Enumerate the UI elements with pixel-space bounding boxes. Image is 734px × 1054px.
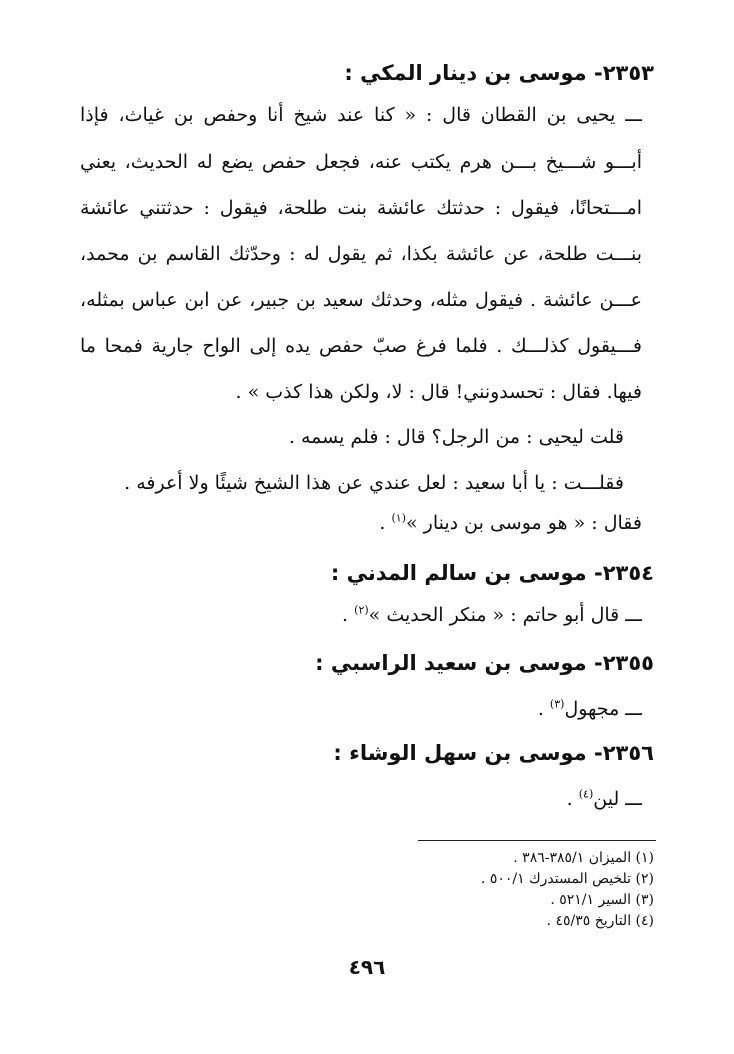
- body-line-with-note: [379, 508, 642, 538]
- body-line: ـــ يحيى بن القطان قال : « كنا عند شيخ أنا وحفص بن غياث، فإذا: [80, 104, 642, 126]
- body-line: فيها. فقال : تحسدونني! قال : لا، ولكن هذا كذب » .: [235, 381, 642, 403]
- body-line-with-note: [342, 600, 642, 630]
- footnote-ref: (٣): [549, 697, 565, 711]
- body-line-with-note: [538, 694, 642, 724]
- body-line-text: ـــ لين: [593, 788, 642, 810]
- body-line-text: ـــ قال أبو حاتم : « منكر الحديث »: [368, 604, 642, 626]
- footnote-1: (١) الميزان ٣٨٥/١-٣٨٦ .: [513, 850, 654, 866]
- footnote-divider: [418, 840, 656, 841]
- page-number: ٤٩٦: [348, 955, 386, 979]
- body-line-text: فقال : « هو موسى بن دينار »: [406, 512, 642, 534]
- line-end: .: [342, 604, 355, 626]
- footnote-ref: (١): [391, 511, 406, 525]
- line-end: .: [537, 698, 550, 720]
- body-line: قلت ليحيى : من الرجل؟ قال : فلم يسمه .: [288, 426, 624, 448]
- footnote-ref: (٤): [578, 787, 594, 801]
- body-line: بنـــت طلحة، عن عائشة بكذا، ثم يقول له : وحدّثك القاسم بن محمد،: [80, 243, 642, 265]
- body-line-with-note: [567, 784, 642, 814]
- body-line: فـــيقول كذلـــك . فلما فرغ صبّ حفص يده إلى الواح جارية فمحا ما: [80, 335, 642, 357]
- body-line: امـــتحانًا، فيقول : حدثتك عائشة بنت طلحة، فيقول : حدثتني عائشة: [80, 197, 642, 219]
- footnote-3: (٣) السير ٥٢١/١ .: [550, 892, 654, 908]
- footnote-4: (٤) التاريخ ٤٥/٣٥ .: [546, 913, 654, 929]
- line-end: .: [566, 788, 579, 810]
- body-line-text: ـــ مجهول: [564, 698, 642, 720]
- entry-heading-2355: ٢٣٥٥- موسى بن سعيد الراسبي :: [315, 651, 654, 675]
- body-line: عـــن عائشة . فيقول مثله، وحدثك سعيد بن جبير، عن ابن عباس بمثله،: [80, 289, 642, 311]
- footnote-ref: (٢): [354, 603, 369, 617]
- footnote-2: (٢) تلخيص المستدرك ٥٠٠/١ .: [480, 871, 654, 887]
- entry-heading-2353: ٢٣٥٣- موسى بن دينار المكي :: [344, 61, 654, 85]
- entry-heading-2356: ٢٣٥٦- موسى بن سهل الوشاء :: [333, 741, 654, 765]
- body-line: أبـــو شـــيخ بـــن هرم يكتب عنه، فجعل حفص يضع له الحديث، يعني: [80, 151, 642, 173]
- line-end: .: [379, 512, 392, 534]
- body-line: فقلـــت : يا أبا سعيد : لعل عندي عن هذا الشيخ شيئًا ولا أعرفه .: [124, 472, 624, 494]
- entry-heading-2354: ٢٣٥٤- موسى بن سالم المدني :: [330, 561, 654, 585]
